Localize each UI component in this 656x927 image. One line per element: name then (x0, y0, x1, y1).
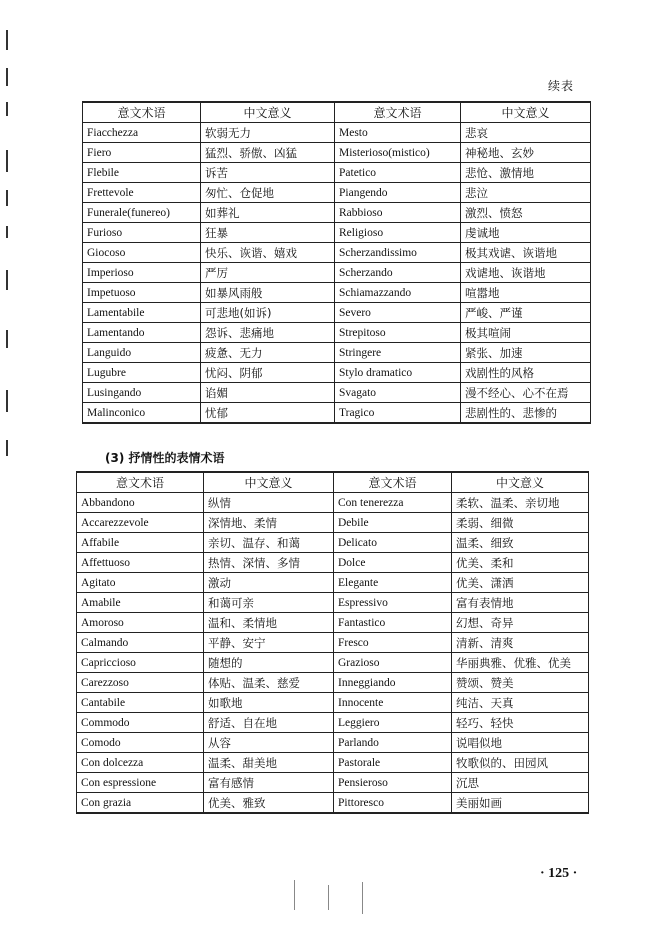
italian-term-cell: Parlando (334, 733, 452, 753)
italian-term-cell: Piangendo (335, 183, 461, 203)
chinese-meaning-cell: 悲剧性的、悲惨的 (461, 403, 591, 424)
italian-term-cell: Strepitoso (335, 323, 461, 343)
chinese-meaning-cell: 温和、柔情地 (204, 613, 334, 633)
table-row (77, 513, 589, 533)
binding-mark (6, 30, 8, 50)
table-row (77, 653, 589, 673)
table-row (83, 183, 591, 203)
italian-term-cell: Pastorale (334, 753, 452, 773)
italian-term-cell: Debile (334, 513, 452, 533)
italian-term-cell: Svagato (335, 383, 461, 403)
chinese-meaning-cell: 虔诚地 (461, 223, 591, 243)
chinese-meaning-cell: 温柔、细致 (452, 533, 589, 553)
table-row (83, 323, 591, 343)
italian-term-cell: Calmando (77, 633, 204, 653)
chinese-meaning-cell: 极其戏谑、诙谐地 (461, 243, 591, 263)
table-row (77, 613, 589, 633)
table-row (83, 143, 591, 163)
chinese-meaning-cell: 从容 (204, 733, 334, 753)
italian-term-cell: Fiero (83, 143, 201, 163)
italian-term-cell: Scherzando (335, 263, 461, 283)
table-row (77, 493, 589, 513)
chinese-meaning-cell: 如暴风雨般 (201, 283, 335, 303)
binding-mark (6, 190, 8, 206)
italian-term-cell: Con espressione (77, 773, 204, 793)
chinese-meaning-cell: 悲怆、激情地 (461, 163, 591, 183)
chinese-meaning-cell: 富有感情 (204, 773, 334, 793)
italian-term-cell: Affabile (77, 533, 204, 553)
chinese-meaning-cell: 神秘地、玄妙 (461, 143, 591, 163)
italian-term-cell: Impetuoso (83, 283, 201, 303)
chinese-meaning-cell: 幻想、奇异 (452, 613, 589, 633)
italian-term-cell: Tragico (335, 403, 461, 424)
chinese-meaning-cell: 亲切、温存、和蔼 (204, 533, 334, 553)
binding-mark (6, 330, 8, 348)
italian-term-cell: Con grazia (77, 793, 204, 814)
chinese-meaning-cell: 漫不经心、心不在焉 (461, 383, 591, 403)
chinese-meaning-cell: 如歌地 (204, 693, 334, 713)
page-number: · 125 · (540, 866, 578, 881)
italian-term-cell: Pittoresco (334, 793, 452, 814)
chinese-meaning-cell: 随想的 (204, 653, 334, 673)
table-header-row (77, 472, 589, 493)
italian-term-cell: Lamentabile (83, 303, 201, 323)
chinese-meaning-cell: 极其喧闹 (461, 323, 591, 343)
chinese-meaning-cell: 猛烈、骄傲、凶猛 (201, 143, 335, 163)
italian-term-cell: Schiamazzando (335, 283, 461, 303)
italian-term-cell: Funerale(funereo) (83, 203, 201, 223)
table-row (77, 693, 589, 713)
italian-term-cell: Leggiero (334, 713, 452, 733)
italian-term-cell: Abbandono (77, 493, 204, 513)
chinese-meaning-cell: 戏谑地、诙谐地 (461, 263, 591, 283)
italian-term-cell: Severo (335, 303, 461, 323)
chinese-meaning-cell: 体贴、温柔、慈爱 (204, 673, 334, 693)
chinese-meaning-cell: 和蔼可亲 (204, 593, 334, 613)
chinese-meaning-cell: 华丽典雅、优雅、优美 (452, 653, 589, 673)
italian-term-cell: Stringere (335, 343, 461, 363)
italian-term-cell: Lusingando (83, 383, 201, 403)
italian-term-cell: Rabbioso (335, 203, 461, 223)
chinese-meaning-cell: 软弱无力 (201, 123, 335, 143)
scan-marks (290, 880, 370, 920)
italian-term-cell: Giocoso (83, 243, 201, 263)
table-row (83, 303, 591, 323)
column-header: 意文术语 (77, 472, 204, 493)
chinese-meaning-cell: 牧歌似的、田园风 (452, 753, 589, 773)
table-row (77, 793, 589, 814)
chinese-meaning-cell: 忧闷、阴郁 (201, 363, 335, 383)
chinese-meaning-cell: 戏剧性的风格 (461, 363, 591, 383)
chinese-meaning-cell: 诉苦 (201, 163, 335, 183)
chinese-meaning-cell: 悲哀 (461, 123, 591, 143)
table-row (77, 533, 589, 553)
table-row (83, 383, 591, 403)
italian-term-cell: Affettuoso (77, 553, 204, 573)
binding-mark (6, 150, 8, 172)
italian-term-cell: Inneggiando (334, 673, 452, 693)
table-row (83, 283, 591, 303)
italian-term-cell: Imperioso (83, 263, 201, 283)
italian-term-cell: Con tenerezza (334, 493, 452, 513)
binding-mark (6, 226, 8, 238)
italian-term-cell: Capriccioso (77, 653, 204, 673)
table-row (77, 773, 589, 793)
italian-term-cell: Pensieroso (334, 773, 452, 793)
section-title: (3) 抒情性的表情术语 (105, 451, 225, 465)
italian-term-cell: Fiacchezza (83, 123, 201, 143)
chinese-meaning-cell: 谄媚 (201, 383, 335, 403)
chinese-meaning-cell: 怨诉、悲痛地 (201, 323, 335, 343)
column-header: 中文意义 (201, 102, 335, 123)
italian-term-cell: Grazioso (334, 653, 452, 673)
chinese-meaning-cell: 平静、安宁 (204, 633, 334, 653)
chinese-meaning-cell: 匆忙、仓促地 (201, 183, 335, 203)
column-header: 意文术语 (83, 102, 201, 123)
italian-term-cell: Religioso (335, 223, 461, 243)
italian-term-cell: Flebile (83, 163, 201, 183)
italian-term-cell: Fantastico (334, 613, 452, 633)
italian-term-cell: Delicato (334, 533, 452, 553)
italian-term-cell: Frettevole (83, 183, 201, 203)
italian-term-cell: Carezzoso (77, 673, 204, 693)
table-row (77, 753, 589, 773)
table-row (77, 733, 589, 753)
italian-term-cell: Lamentando (83, 323, 201, 343)
chinese-meaning-cell: 激烈、愤怒 (461, 203, 591, 223)
chinese-meaning-cell: 柔软、温柔、亲切地 (452, 493, 589, 513)
italian-term-cell: Furioso (83, 223, 201, 243)
table-row (77, 673, 589, 693)
italian-term-cell: Espressivo (334, 593, 452, 613)
table-row (83, 243, 591, 263)
italian-term-cell: Con dolcezza (77, 753, 204, 773)
continued-label: 续表 (548, 79, 575, 93)
chinese-meaning-cell: 舒适、自在地 (204, 713, 334, 733)
chinese-meaning-cell: 优美、雅致 (204, 793, 334, 814)
chinese-meaning-cell: 喧嚣地 (461, 283, 591, 303)
italian-term-cell: Malinconico (83, 403, 201, 424)
chinese-meaning-cell: 狂暴 (201, 223, 335, 243)
chinese-meaning-cell: 清新、清爽 (452, 633, 589, 653)
chinese-meaning-cell: 赞颂、赞美 (452, 673, 589, 693)
italian-term-cell: Misterioso(mistico) (335, 143, 461, 163)
column-header: 中文意义 (204, 472, 334, 493)
chinese-meaning-cell: 严峻、严谨 (461, 303, 591, 323)
chinese-meaning-cell: 紧张、加速 (461, 343, 591, 363)
scan-mark (328, 885, 329, 910)
column-header: 意文术语 (334, 472, 452, 493)
binding-mark (6, 440, 8, 456)
column-header: 中文意义 (461, 102, 591, 123)
chinese-meaning-cell: 忧郁 (201, 403, 335, 424)
binding-mark (6, 102, 8, 116)
chinese-meaning-cell: 说唱似地 (452, 733, 589, 753)
chinese-meaning-cell: 可悲地(如诉) (201, 303, 335, 323)
chinese-meaning-cell: 美丽如画 (452, 793, 589, 814)
scan-mark (362, 882, 363, 914)
table-row (77, 593, 589, 613)
italian-term-cell: Stylo dramatico (335, 363, 461, 383)
binding-mark (6, 68, 8, 86)
italian-term-cell: Innocente (334, 693, 452, 713)
chinese-meaning-cell: 悲泣 (461, 183, 591, 203)
chinese-meaning-cell: 严厉 (201, 263, 335, 283)
chinese-meaning-cell: 沉思 (452, 773, 589, 793)
binding-mark (6, 390, 8, 412)
italian-term-cell: Lugubre (83, 363, 201, 383)
italian-term-cell: Amoroso (77, 613, 204, 633)
chinese-meaning-cell: 富有表情地 (452, 593, 589, 613)
chinese-meaning-cell: 柔弱、细微 (452, 513, 589, 533)
chinese-meaning-cell: 温柔、甜美地 (204, 753, 334, 773)
chinese-meaning-cell: 纯洁、天真 (452, 693, 589, 713)
italian-term-cell: Mesto (335, 123, 461, 143)
italian-term-cell: Elegante (334, 573, 452, 593)
italian-term-cell: Patetico (335, 163, 461, 183)
italian-term-cell: Commodo (77, 713, 204, 733)
chinese-meaning-cell: 深情地、柔情 (204, 513, 334, 533)
italian-term-cell: Languido (83, 343, 201, 363)
italian-term-cell: Agitato (77, 573, 204, 593)
table-row (83, 343, 591, 363)
table-row (83, 263, 591, 283)
table-row (83, 403, 591, 424)
italian-term-cell: Cantabile (77, 693, 204, 713)
lyrical-terms-table (76, 471, 589, 814)
table-row (83, 203, 591, 223)
chinese-meaning-cell: 疲惫、无力 (201, 343, 335, 363)
table-row (83, 223, 591, 243)
italian-term-cell: Comodo (77, 733, 204, 753)
table-row (83, 123, 591, 143)
italian-term-cell: Accarezzevole (77, 513, 204, 533)
chinese-meaning-cell: 热情、深情、多情 (204, 553, 334, 573)
table-row (77, 573, 589, 593)
table-row (83, 363, 591, 383)
column-header: 中文意义 (452, 472, 589, 493)
italian-term-cell: Amabile (77, 593, 204, 613)
chinese-meaning-cell: 优美、潇洒 (452, 573, 589, 593)
chinese-meaning-cell: 优美、柔和 (452, 553, 589, 573)
chinese-meaning-cell: 轻巧、轻快 (452, 713, 589, 733)
scan-mark (294, 880, 295, 910)
table-row (77, 633, 589, 653)
column-header: 意文术语 (335, 102, 461, 123)
binding-mark (6, 270, 8, 290)
chinese-meaning-cell: 快乐、诙谐、嬉戏 (201, 243, 335, 263)
chinese-meaning-cell: 激动 (204, 573, 334, 593)
terms-table-continued (82, 101, 591, 424)
table-header-row (83, 102, 591, 123)
chinese-meaning-cell: 纵情 (204, 493, 334, 513)
table-row (77, 713, 589, 733)
italian-term-cell: Dolce (334, 553, 452, 573)
table-row (83, 163, 591, 183)
italian-term-cell: Scherzandissimo (335, 243, 461, 263)
table-row (77, 553, 589, 573)
italian-term-cell: Fresco (334, 633, 452, 653)
chinese-meaning-cell: 如葬礼 (201, 203, 335, 223)
